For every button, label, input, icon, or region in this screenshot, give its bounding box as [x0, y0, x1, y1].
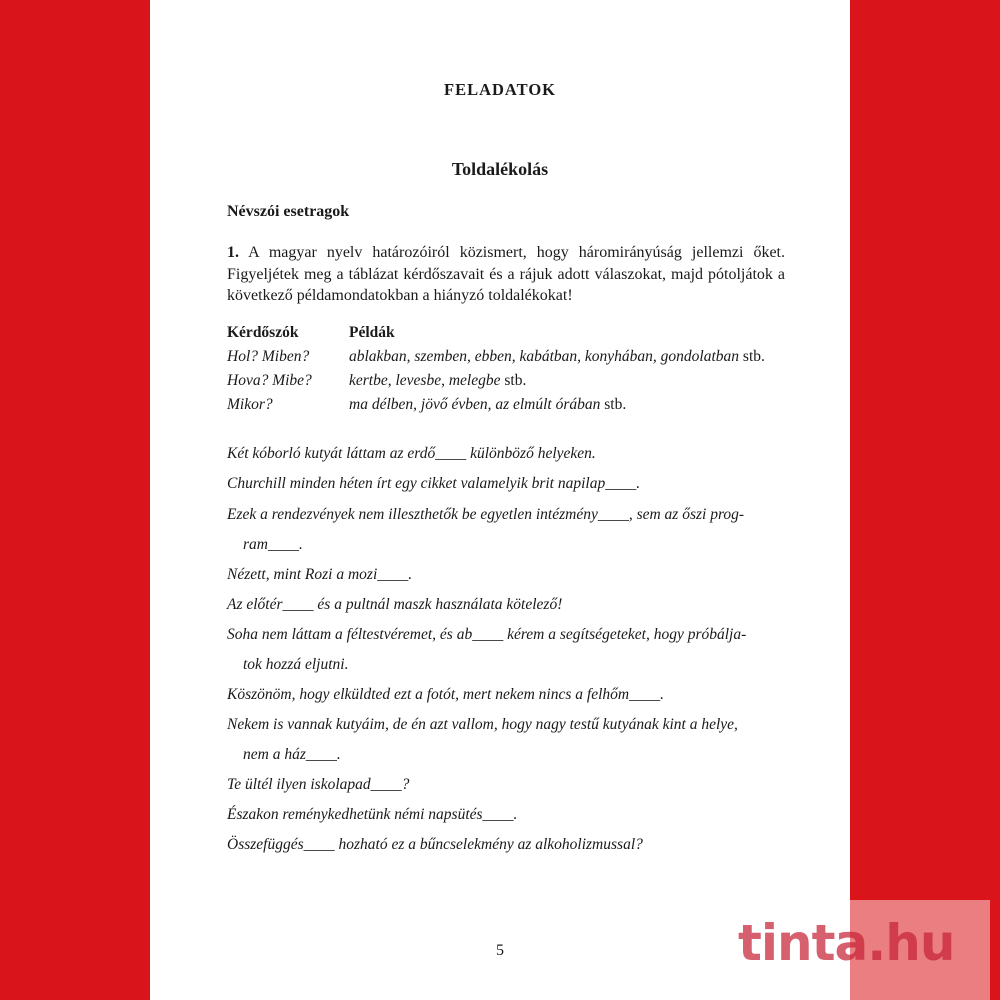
table-examples: ablakban, szemben, ebben, kabátban, konyhában, gondolatban — [349, 348, 740, 365]
table-question: Hova? Mibe? — [227, 372, 312, 389]
task-number: 1. — [227, 244, 239, 261]
section-title: Toldalékolás — [451, 159, 549, 179]
chapter-title: FELADATOK — [444, 80, 556, 99]
book-page — [150, 0, 850, 1000]
table-header-examples: Példák — [349, 324, 395, 341]
exercise-sentence: Összefüggés____ hozható ez a bűncselekmény az alkoholizmussal? — [227, 836, 643, 853]
table-suffix: stb. — [504, 372, 527, 389]
exercise-sentence: Nekem is vannak kutyáim, de én azt vallom, hogy nagy testű kutyának kint a helye, — [227, 716, 738, 733]
exercise-sentence: Churchill minden héten írt egy cikket valamelyik brit napilap____. — [227, 475, 641, 492]
watermark-logo: tinta.hu — [738, 914, 955, 972]
table-examples: ma délben, jövő évben, az elmúlt órában — [349, 396, 601, 413]
table-header-questions: Kérdőszók — [227, 324, 299, 341]
subsection-title: Névszói esetragok — [227, 203, 350, 220]
exercise-sentence-continuation: tok hozzá eljutni. — [243, 656, 349, 673]
exercise-sentence: Nézett, mint Rozi a mozi____. — [227, 566, 413, 583]
table-examples: kertbe, levesbe, melegbe — [349, 372, 501, 389]
exercise-sentence-continuation: ram____. — [243, 536, 303, 553]
exercise-sentence: Soha nem láttam a féltestvéremet, és ab____ kérem a segítségeteket, hogy próbálja- — [227, 626, 747, 643]
exercise-sentence: Az előtér____ és a pultnál maszk használata kötelező! — [227, 596, 563, 613]
exercise-sentence-continuation: nem a ház____. — [243, 746, 341, 763]
exercise-sentence: Ezek a rendezvények nem illeszthetők be egyetlen intézmény____, sem az őszi prog- — [227, 506, 745, 523]
exercise-sentence: Két kóborló kutyát láttam az erdő____ különböző helyeken. — [227, 445, 596, 462]
table-suffix: stb. — [742, 348, 765, 365]
table-suffix: stb. — [604, 396, 627, 413]
exercise-sentence: Északon reménykedhetünk némi napsütés____. — [227, 806, 518, 823]
task-paragraph — [227, 242, 785, 307]
exercise-sentence: Köszönöm, hogy elküldted ezt a fotót, mert nekem nincs a felhőm____. — [227, 686, 664, 703]
exercise-sentence: Te ültél ilyen iskolapad____? — [227, 776, 410, 793]
task-text: A magyar nyelv határozóiról közismert, hogy háromirányúság jellemzi őket. Figyeljétek meg a táblázat kérdőszavait és a rájuk adott válaszokat, majd pótoljátok a következő példamondatokban a hiányzó toldalékokat! — [227, 244, 785, 304]
table-question: Mikor? — [227, 396, 273, 413]
page-number: 5 — [496, 942, 504, 959]
table-question: Hol? Miben? — [227, 348, 310, 365]
